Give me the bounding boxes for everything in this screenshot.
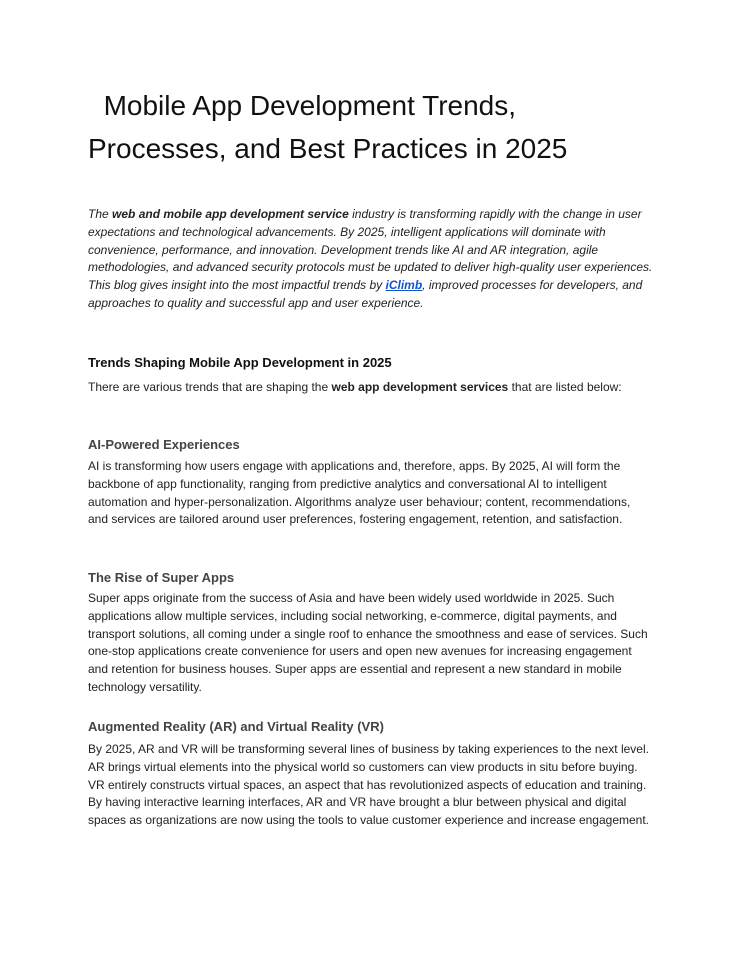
section-body-super-apps: Super apps originate from the success of Asia and have been widely used worldwide in 2025. Such applications allow multiple services, including social networking, e-commerce, digital payments, and transport solutions, all coming under a single roof to enhance the smoothness and ease of services. Such one-stop applications create convenience for users and open new avenues for increasing engagement and retention for business houses. Super apps are essential and represent a new standard in mobile technology versatility.: [88, 591, 648, 694]
intro-paragraph: [88, 206, 658, 313]
section-body-ar-vr: By 2025, AR and VR will be transforming several lines of business by taking experiences to the next level. AR brings virtual elements into the physical world so customers can view products in situ before buying. VR entirely constructs virtual spaces, an aspect that has revolutionized aspects of education and training. By having interactive learning interfaces, AR and VR have brought a blur between physical and digital spaces as organizations are now using the tools to value customer experience and increase engagement.: [88, 742, 650, 828]
intro-text-2: , improved processes for developers, and approaches to quality and successful app and user experience.: [88, 278, 643, 310]
section-heading-ai: AI-Powered Experiences: [88, 437, 240, 452]
intro-bold-term: web and mobile app development service: [112, 207, 349, 221]
trends-heading: Trends Shaping Mobile App Development in 2025: [88, 355, 392, 370]
section-heading-super-apps: The Rise of Super Apps: [88, 570, 235, 585]
intro-text-1: industry is transforming rapidly with the change in user expectations and technological advancements. By 2025, intelligent applications will dominate with convenience, performance, and innovation. Development trends like AI and AR integration, agile methodologies, and advanced security protocols must be updated to deliver high-quality user experiences. This blog gives insight into the most impactful trends by: [88, 207, 653, 293]
section-body-ai: AI is transforming how users engage with applications and, therefore, apps. By 2025, AI will form the backbone of app functionality, ranging from predictive analytics and conversational AI to intelligent automation and hyper-personalization. Algorithms analyze user behaviour; content, recommendations, and services are tailored around user preferences, fostering engagement, retention, and satisfaction.: [88, 459, 631, 527]
title-line-1: Mobile App Development Trends,: [103, 90, 517, 121]
trends-intro-paragraph: [88, 379, 653, 397]
intro-lead: The: [88, 207, 113, 221]
section-heading-ar-vr: Augmented Reality (AR) and Virtual Reality (VR): [88, 719, 384, 734]
iclimb-link[interactable]: iClimb: [385, 278, 423, 293]
page-title: [88, 84, 708, 170]
trends-intro-lead: There are various trends that are shaping the: [88, 380, 332, 394]
trends-intro-bold: web app development services: [331, 380, 509, 394]
trends-intro-tail: that are listed below:: [508, 380, 622, 394]
title-line-2: Processes, and Best Practices in 2025: [88, 133, 568, 164]
